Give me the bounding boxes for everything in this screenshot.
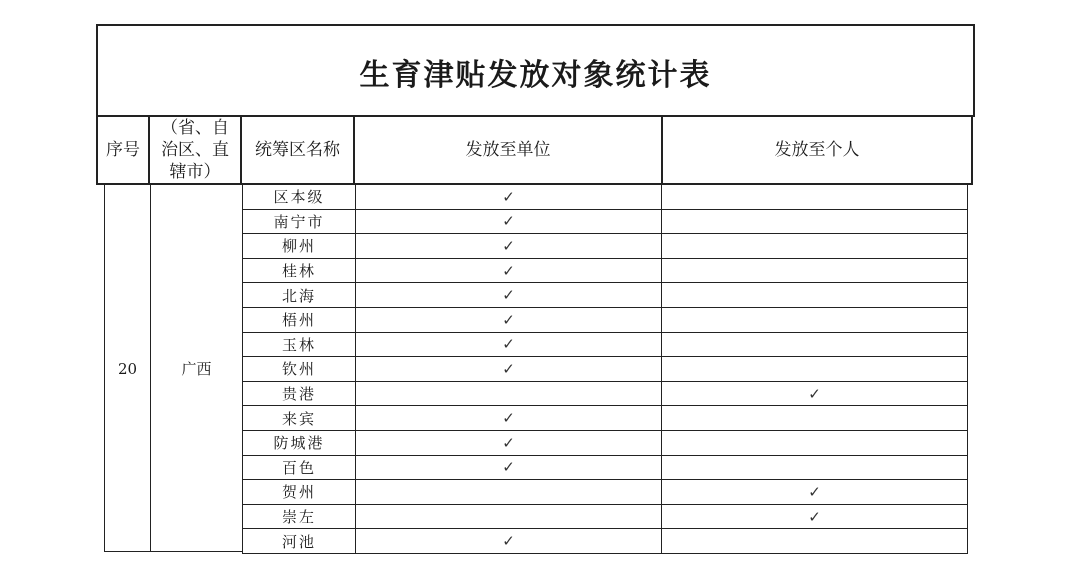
region-name: 梧州 <box>242 308 355 333</box>
to-unit-cell <box>355 283 661 308</box>
to-unit-cell <box>355 431 661 456</box>
to-person-cell <box>661 308 968 333</box>
table-row <box>242 357 968 382</box>
to-unit-cell <box>355 308 661 333</box>
to-person-cell <box>661 382 968 407</box>
header-region: 统筹区名称 <box>242 115 355 185</box>
header-to-unit: 发放至单位 <box>355 115 663 185</box>
table-row <box>242 456 968 481</box>
to-person-cell <box>661 234 968 259</box>
table-title-cell <box>96 24 975 117</box>
to-unit-cell <box>355 210 661 235</box>
table-row <box>242 505 968 530</box>
to-unit-cell <box>355 456 661 481</box>
table-row <box>242 308 968 333</box>
region-name: 玉林 <box>242 333 355 358</box>
table-row <box>242 382 968 407</box>
check-mark-icon: ✓ <box>808 507 821 526</box>
region-name: 南宁市 <box>242 210 355 235</box>
check-mark-icon: ✓ <box>502 261 515 280</box>
to-person-cell <box>661 185 968 210</box>
check-mark-icon: ✓ <box>502 212 515 231</box>
to-person-cell <box>661 283 968 308</box>
to-unit-cell <box>355 357 661 382</box>
header-province: （省、自治区、直辖市） <box>150 115 242 185</box>
check-mark-icon: ✓ <box>502 433 515 452</box>
to-person-cell <box>661 210 968 235</box>
check-mark-icon: ✓ <box>502 532 515 551</box>
region-name: 河池 <box>242 529 355 554</box>
table-row <box>242 283 968 308</box>
header-seq: 序号 <box>96 115 150 185</box>
statistics-table <box>96 24 973 551</box>
to-person-cell <box>661 480 968 505</box>
region-name: 柳州 <box>242 234 355 259</box>
to-person-cell <box>661 529 968 554</box>
to-unit-cell <box>355 480 661 505</box>
region-rows <box>242 185 968 554</box>
to-person-cell <box>661 456 968 481</box>
region-name: 钦州 <box>242 357 355 382</box>
table-row <box>242 529 968 554</box>
check-mark-icon: ✓ <box>502 409 515 428</box>
to-unit-cell <box>355 406 661 431</box>
to-unit-cell <box>355 185 661 210</box>
table-row <box>242 406 968 431</box>
to-person-cell <box>661 431 968 456</box>
check-mark-icon: ✓ <box>502 359 515 378</box>
group-province: 广西 <box>181 360 212 378</box>
region-name: 桂林 <box>242 259 355 284</box>
to-unit-cell <box>355 529 661 554</box>
check-mark-icon: ✓ <box>502 187 515 206</box>
check-mark-icon: ✓ <box>502 335 515 354</box>
table-row <box>242 259 968 284</box>
to-unit-cell <box>355 259 661 284</box>
table-title: 生育津贴发放对象统计表 <box>359 57 712 93</box>
check-mark-icon: ✓ <box>502 458 515 477</box>
check-mark-icon: ✓ <box>502 310 515 329</box>
check-mark-icon: ✓ <box>502 236 515 255</box>
to-person-cell <box>661 357 968 382</box>
region-name: 百色 <box>242 456 355 481</box>
header-to-person: 发放至个人 <box>663 115 973 185</box>
to-unit-cell <box>355 505 661 530</box>
check-mark-icon: ✓ <box>808 384 821 403</box>
table-row <box>242 185 968 210</box>
table-row <box>242 431 968 456</box>
to-person-cell <box>661 259 968 284</box>
to-unit-cell <box>355 382 661 407</box>
region-name: 来宾 <box>242 406 355 431</box>
check-mark-icon: ✓ <box>502 286 515 305</box>
region-name: 贺州 <box>242 480 355 505</box>
region-name: 崇左 <box>242 505 355 530</box>
region-name: 北海 <box>242 283 355 308</box>
to-unit-cell <box>355 333 661 358</box>
region-name: 贵港 <box>242 382 355 407</box>
region-name: 防城港 <box>242 431 355 456</box>
check-mark-icon: ✓ <box>808 482 821 501</box>
table-row <box>242 234 968 259</box>
table-row <box>242 210 968 235</box>
to-person-cell <box>661 333 968 358</box>
table-row <box>242 333 968 358</box>
to-person-cell <box>661 406 968 431</box>
region-name: 区本级 <box>242 185 355 210</box>
group-seq: 20 <box>117 359 138 378</box>
table-row <box>242 480 968 505</box>
to-person-cell <box>661 505 968 530</box>
to-unit-cell <box>355 234 661 259</box>
